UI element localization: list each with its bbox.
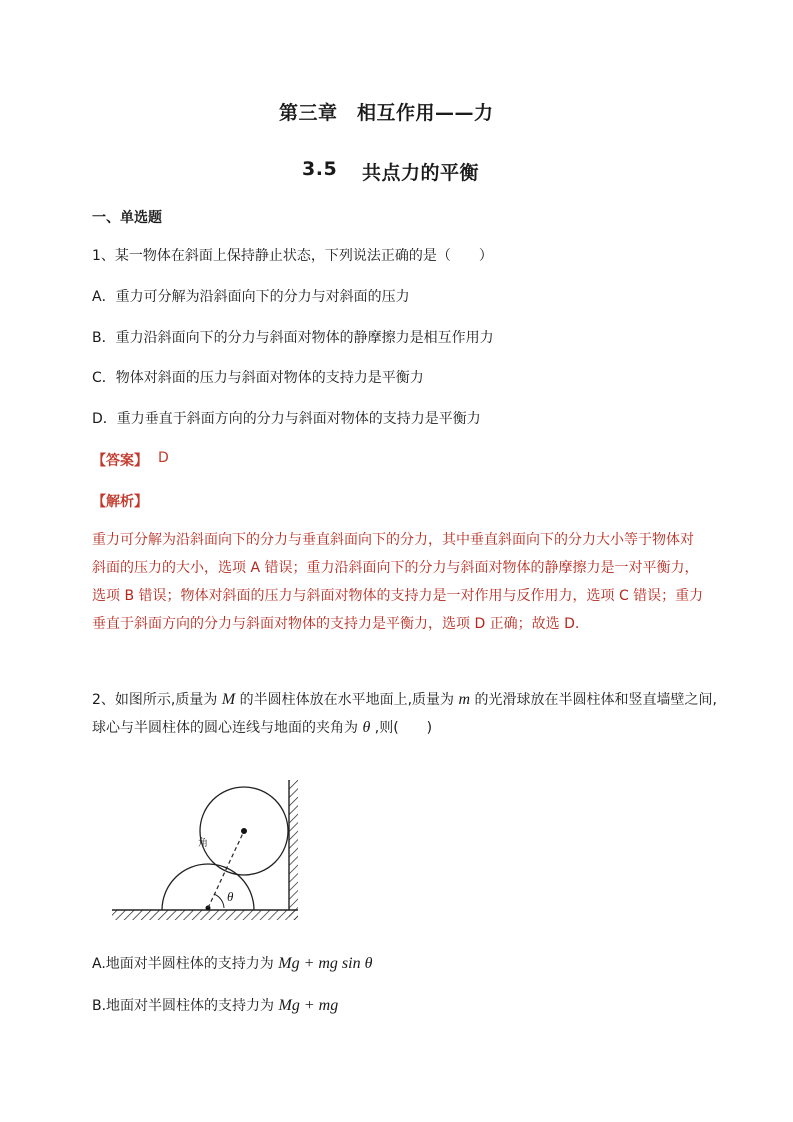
q2-option-a-formula: Mg + mg sin θ: [278, 955, 373, 972]
stray-mark: 角: [198, 838, 208, 849]
q2-stem-line-1: 2、如图所示,质量为 M 的半圆柱体放在水平地面上,质量为 m 的光滑球放在半圆柱体和竖直墙壁之间,: [92, 691, 717, 708]
section-number: 3.5: [302, 158, 338, 180]
q1-option-d: D．重力垂直于斜面方向的分力与斜面对物体的支持力是平衡力: [92, 411, 481, 427]
q1-analysis-line-1: 重力可分解为沿斜面向下的分力与垂直斜面向下的分力，其中垂直斜面向下的分力大小等于物体对: [92, 532, 694, 548]
q2-option-b-formula: Mg + mg: [278, 997, 339, 1014]
mass-m: m: [458, 691, 471, 708]
q2-stem-line-2: 球心与半圆柱体的圆心连线与地面的夹角为 θ ,则( ): [92, 719, 433, 736]
q2-option-a: A.地面对半圆柱体的支持力为 Mg + mg sin θ: [92, 955, 373, 972]
mass-M: M: [221, 691, 236, 708]
q1-analysis-line-3: 选项 B 错误；物体对斜面的压力与斜面对物体的支持力是一对作用与反作用力，选项 C 错误；重力: [92, 588, 704, 604]
q1-analysis-line-4: 垂直于斜面方向的分力与斜面对物体的支持力是平衡力，选项 D 正确；故选 D.: [92, 616, 580, 632]
q1-option-b: B．重力沿斜面向下的分力与斜面对物体的静摩擦力是相互作用力: [92, 330, 494, 346]
center-line: [208, 831, 244, 908]
q1-option-a: A．重力可分解为沿斜面向下的分力与对斜面的压力: [92, 289, 410, 305]
angle-arc: [214, 894, 224, 908]
q1-analysis-line-2: 斜面的压力的大小，选项 A 错误；重力沿斜面向下的分力与斜面对物体的静摩擦力是一对平衡力，: [92, 560, 699, 576]
chapter-title: 第三章 相互作用——力: [279, 102, 494, 124]
section-label: 一、单选题: [92, 210, 162, 226]
q1-stem: 1、某一物体在斜面上保持静止状态，下列说法正确的是（ ）: [92, 248, 493, 264]
q1-analysis-tag: 【解析】: [92, 494, 148, 510]
q1-answer-value: D: [158, 450, 169, 466]
q1-answer-tag: 【答案】: [92, 453, 148, 469]
half-cylinder: [162, 864, 254, 910]
wall-hatch: [289, 780, 298, 920]
q1-option-c: C．物体对斜面的压力与斜面对物体的支持力是平衡力: [92, 370, 424, 386]
angle-label: θ: [227, 889, 234, 904]
angle-theta: θ: [362, 719, 371, 736]
ground-hatch: [112, 910, 298, 920]
q2-option-b: B.地面对半圆柱体的支持力为 Mg + mg: [92, 997, 339, 1014]
section-title: 共点力的平衡: [362, 162, 480, 184]
